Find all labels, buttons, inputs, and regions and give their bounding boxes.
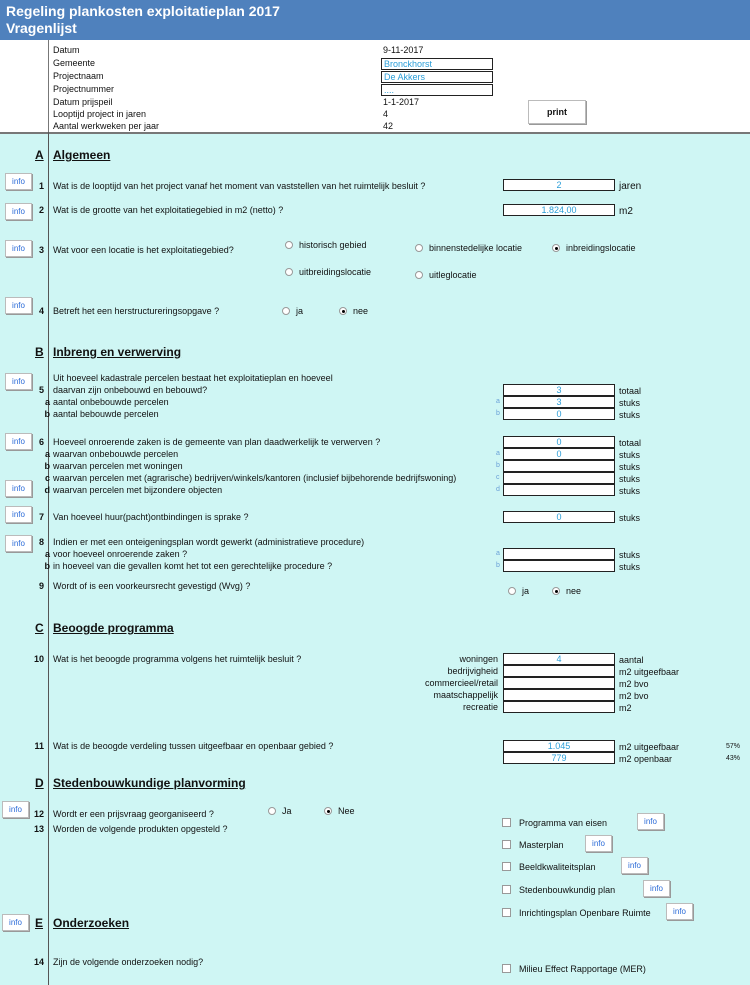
info-button-q2[interactable]: info [5,203,32,220]
q11-pct2: 43% [726,755,741,762]
q10-text: Wat is het beoogde programma volgens het ruimtelijk besluit ? [53,654,302,664]
q3-option-label: historisch gebied [299,240,367,250]
q8-a-letter: a [44,549,50,559]
q11-pct1: 57% [726,743,741,750]
looptijd-value: 4 [383,109,389,119]
q10-row-unit: m2 bvo [619,679,649,689]
title-bar [0,0,750,40]
radio-icon [415,244,423,252]
q6-b-input[interactable] [503,460,615,472]
q9-option-label: ja [522,586,530,596]
gemeente-field[interactable]: Bronckhorst [381,58,493,70]
info-button-q6d[interactable]: info [5,480,32,497]
app-title: Regeling plankosten exploitatieplan 2017 [6,3,280,19]
q6-a-marker: a [496,450,500,457]
q3-option-label: uitleglocatie [429,270,477,280]
q6-d-letter: d [44,485,50,495]
q13-checkbox-inrichtingsplan[interactable] [502,908,651,918]
checkbox-icon [502,862,511,871]
q3-option-label: inbreidingslocatie [566,243,636,253]
q6-total-unit: totaal [619,438,642,448]
info-button-q4[interactable]: info [5,297,32,314]
q9-number: 9 [38,581,44,591]
q5-b-input[interactable]: 0 [503,408,615,420]
q6-d-input[interactable] [503,484,615,496]
q3-text: Wat voor een locatie is het exploitatiegebied? [53,245,234,255]
q13-item-label: Masterplan [519,840,564,850]
q1-unit: jaren [619,181,642,192]
gemeente-label: Gemeente [53,58,96,68]
q5-text-line1: Uit hoeveel kadastrale percelen bestaat het exploitatieplan en hoeveel [53,373,333,383]
checkbox-icon [502,964,511,973]
q10-woningen-input[interactable]: 4 [503,653,615,665]
q10-maatschappelijk-input[interactable] [503,689,615,701]
q6-d-marker: d [496,486,500,493]
q9-option-label: nee [566,586,582,596]
q4-number: 4 [38,306,44,316]
checkbox-icon [502,818,511,827]
section-d-letter: D [35,776,44,790]
q1-number: 1 [38,181,44,191]
q4-option-label: ja [296,306,304,316]
q6-b-text: waarvan percelen met woningen [53,461,183,471]
q9-option-nee[interactable] [552,586,581,596]
q2-unit: m2 [619,206,633,217]
info-button-q7[interactable]: info [5,506,32,523]
q14-item-label: Milieu Effect Rapportage (MER) [519,964,646,974]
werkweken-value: 42 [383,121,394,131]
q10-bedrijvigheid-input[interactable] [503,665,615,677]
q5-a-unit: stuks [619,398,641,408]
q10-row-label: recreatie [462,702,498,712]
q6-number: 6 [38,437,44,447]
q13-checkbox-beeldkwaliteit[interactable] [502,862,596,872]
q6-d-text: waarvan percelen met bijzondere objecten [53,485,223,495]
q10-row-label: commercieel/retail [424,678,498,688]
q6-c-marker: c [496,474,500,481]
werkweken-label: Aantal werkweken per jaar [53,121,160,131]
q2-number: 2 [38,205,44,215]
q13-checkbox-masterplan[interactable] [502,840,564,850]
q8-b-unit: stuks [619,562,641,572]
q13-text: Worden de volgende produkten opgesteld ? [53,824,228,834]
q13-checkbox-programma[interactable] [502,818,607,828]
q14-number: 14 [33,957,44,967]
projectnaam-field[interactable]: De Akkers [381,71,493,83]
q5-a-marker: a [496,398,500,405]
datum-value: 9-11-2017 [383,45,424,55]
q11-number: 11 [34,741,44,751]
prijspeil-label: Datum prijspeil [53,97,113,107]
q8-a-text: voor hoeveel onroerende zaken ? [53,549,188,559]
q6-c-unit: stuks [619,474,641,484]
q3-option-uitbreiding[interactable] [285,267,371,277]
q12-number: 12 [33,809,44,819]
q6-c-letter: c [44,473,50,483]
radio-icon [282,307,290,315]
radio-icon [285,241,293,249]
q4-option-ja[interactable] [282,306,303,316]
q10-row-unit: m2 uitgeefbaar [619,667,680,677]
q5-b-text: aantal bebouwde percelen [53,409,159,419]
q13-checkbox-stedenbouwkundig[interactable] [502,885,615,895]
section-c-letter: C [35,621,44,635]
info-button-q6[interactable]: info [5,433,32,450]
q6-c-input[interactable] [503,472,615,484]
q8-number: 8 [38,537,44,547]
q14-text: Zijn de volgende onderzoeken nodig? [53,957,204,967]
projectnummer-label: Projectnummer [53,84,115,94]
q11-unit1: m2 uitgeefbaar [619,742,680,752]
info-button-inrichtingsplan[interactable]: info [666,903,693,920]
q8-b-letter: b [44,561,50,571]
q6-total-input[interactable]: 0 [503,436,615,448]
radio-selected-icon [324,807,332,815]
prijspeil-value: 1-1-2017 [383,97,420,107]
radio-selected-icon [339,307,347,315]
q6-b-marker: b [496,462,500,469]
q7-text: Van hoeveel huur(pacht)ontbindingen is sprake ? [53,512,249,522]
info-button-q5[interactable]: info [5,373,32,390]
q10-row-label: maatschappelijk [433,690,498,700]
print-button[interactable]: print [528,100,586,124]
q8-b-input[interactable] [503,560,615,572]
radio-icon [268,807,276,815]
q11-text: Wat is de beoogde verdeling tussen uitgeefbaar en openbaar gebied ? [53,741,334,751]
q8-a-marker: a [496,550,500,557]
datum-label: Datum [53,45,80,55]
page-subtitle: Vragenlijst [6,20,77,36]
q6-text: Hoeveel onroerende zaken is de gemeente van plan daadwerkelijk te verwerven ? [53,437,381,447]
q1-text: Wat is de looptijd van het project vanaf het moment van vaststellen van het ruimtelijk besluit ? [53,181,426,191]
q7-unit: stuks [619,513,641,523]
q14-checkbox-mer[interactable] [502,964,646,974]
q6-a-unit: stuks [619,450,641,460]
q9-option-ja[interactable] [508,586,529,596]
q5-b-letter: b [44,409,50,419]
q13-item-label: Stedenbouwkundig plan [519,885,616,895]
info-button-masterplan[interactable]: info [585,835,612,852]
info-button-q1[interactable]: info [5,173,32,190]
section-e-letter: E [35,916,44,930]
q3-option-inbreiding[interactable] [552,243,636,253]
q3-number: 3 [38,245,44,255]
q5-total-input[interactable]: 3 [503,384,615,396]
info-button-q12[interactable]: info [2,801,29,818]
q10-commercieel-input[interactable] [503,677,615,689]
q8-a-unit: stuks [619,550,641,560]
q6-d-unit: stuks [619,486,641,496]
q12-option-nee[interactable] [324,806,355,816]
q12-text: Wordt er een prijsvraag georganiseerd ? [53,809,214,819]
q8-text: Indien er met een onteigeningsplan wordt gewerkt (administratieve procedure) [53,537,365,547]
q5-number: 5 [38,385,44,395]
q10-number: 10 [33,654,44,664]
radio-selected-icon [552,587,560,595]
q2-text: Wat is de grootte van het exploitatiegebied in m2 (netto) ? [53,205,284,215]
section-a-letter: A [35,148,44,162]
section-d-title: Stedenbouwkundige planvorming [53,776,246,790]
looptijd-label: Looptijd project in jaren [53,109,147,119]
q13-number: 13 [33,824,44,834]
q2-input[interactable]: 1.824,00 [503,204,615,216]
q4-text: Betreft het een herstructureringsopgave ? [53,306,220,316]
q6-b-letter: b [44,461,50,471]
info-button-section-e[interactable]: info [2,914,29,931]
q3-option-uitleg[interactable] [415,270,477,280]
q10-row-unit: m2 bvo [619,691,649,701]
q5-a-text: aantal onbebouwde percelen [53,397,169,407]
checkbox-icon [502,908,511,917]
q10-row-unit: aantal [619,655,644,665]
q13-item-label: Beeldkwaliteitsplan [519,862,596,872]
checkbox-icon [502,885,511,894]
q3-option-label: binnenstedelijke locatie [429,243,523,253]
q5-a-letter: a [44,397,50,407]
q5-text-line2: daarvan zijn onbebouwd en bebouwd? [53,385,208,395]
radio-selected-icon [552,244,560,252]
radio-icon [285,268,293,276]
projectnummer-field[interactable]: .... [381,84,493,96]
q10-row-unit: m2 [619,703,632,713]
q8-b-marker: b [496,562,500,569]
info-button-q3[interactable]: info [5,240,32,257]
q11-unit2: m2 openbaar [619,754,673,764]
q11-uitgeefbaar-input[interactable]: 1.045 [503,740,615,752]
q12-option-label: Ja [282,806,292,816]
info-button-beeldkwaliteit[interactable]: info [621,857,648,874]
q8-a-input[interactable] [503,548,615,560]
q3-option-historisch[interactable] [285,240,367,250]
q13-item-label: Inrichtingsplan Openbare Ruimte [519,908,651,918]
q5-b-marker: b [496,410,500,417]
q5-total-unit: totaal [619,386,642,396]
info-button-stedenbouwkundig[interactable]: info [643,880,670,897]
q6-a-input[interactable]: 0 [503,448,615,460]
q4-option-label: nee [353,306,369,316]
q3-option-binnenstedelijk[interactable] [415,243,522,253]
q6-c-text: waarvan percelen met (agrarische) bedrijven/winkels/kantoren (inclusief bijbehorende bedrijfswoning) [53,473,457,483]
q3-option-label: uitbreidingslocatie [299,267,372,277]
q5-a-input[interactable]: 3 [503,396,615,408]
q8-b-text: in hoeveel van die gevallen komt het tot een gerechtelijke procedure ? [53,561,333,571]
section-c-title: Beoogde programma [53,621,174,635]
q1-input[interactable]: 2 [503,179,615,191]
radio-icon [415,271,423,279]
checkbox-icon [502,840,511,849]
q10-recreatie-input[interactable] [503,701,615,713]
info-button-q8[interactable]: info [5,535,32,552]
q7-number: 7 [38,512,44,522]
section-b-letter: B [35,345,44,359]
q6-b-unit: stuks [619,462,641,472]
q9-text: Wordt of is een voorkeursrecht gevestigd (Wvg) ? [53,581,251,591]
projectnaam-label: Projectnaam [53,71,104,81]
q10-row-label: woningen [459,654,498,664]
q11-openbaar-input[interactable]: 779 [503,752,615,764]
section-b-title: Inbreng en verwerving [53,345,182,359]
q7-input[interactable]: 0 [503,511,615,523]
q13-item-label: Programma van eisen [519,818,608,828]
q4-option-nee[interactable] [339,306,368,316]
radio-icon [508,587,516,595]
q12-option-ja[interactable] [268,806,292,816]
q10-row-label: bedrijvigheid [447,666,498,676]
q12-option-label: Nee [338,806,355,816]
section-e-title: Onderzoeken [53,916,130,930]
info-button-programma[interactable]: info [637,813,664,830]
section-a-title: Algemeen [53,148,111,162]
q6-a-letter: a [44,449,50,459]
q6-a-text: waarvan onbebouwde percelen [53,449,179,459]
q5-b-unit: stuks [619,410,641,420]
